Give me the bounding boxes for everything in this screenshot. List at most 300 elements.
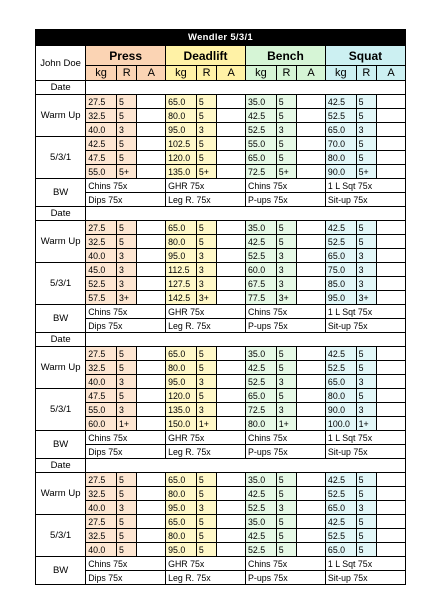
warmup-set-row bbox=[36, 249, 406, 263]
bench-reps: 3+ bbox=[276, 291, 296, 305]
press-weight: 40.0 bbox=[86, 543, 117, 557]
press-weight: 40.0 bbox=[86, 123, 117, 137]
deadlift-weight: 65.0 bbox=[166, 347, 197, 361]
date-label: Date bbox=[36, 81, 86, 95]
deadlift-accessory: Leg R. 75x bbox=[166, 193, 246, 207]
deadlift-actual-reps[interactable] bbox=[217, 277, 246, 291]
deadlift-weight: 135.0 bbox=[166, 403, 197, 417]
subheader-squat-kg: kg bbox=[325, 66, 356, 81]
warmup-set-row bbox=[36, 235, 406, 249]
bodyweight-row bbox=[36, 557, 406, 571]
deadlift-weight: 80.0 bbox=[166, 361, 197, 375]
subheader-squat-actual: A bbox=[377, 66, 406, 81]
bench-actual-reps[interactable] bbox=[297, 109, 326, 123]
deadlift-actual-reps[interactable] bbox=[217, 249, 246, 263]
bench-actual-reps[interactable] bbox=[297, 529, 326, 543]
main-set-row bbox=[36, 165, 406, 179]
bench-reps: 3 bbox=[276, 277, 296, 291]
press-weight: 32.5 bbox=[86, 529, 117, 543]
press-actual-reps[interactable] bbox=[137, 361, 166, 375]
press-weight: 60.0 bbox=[86, 417, 117, 431]
bench-reps: 5 bbox=[276, 473, 296, 487]
deadlift-actual-reps[interactable] bbox=[217, 151, 246, 165]
bench-weight: 42.5 bbox=[246, 529, 277, 543]
deadlift-actual-reps[interactable] bbox=[217, 361, 246, 375]
subheader-press-reps: R bbox=[116, 66, 136, 81]
main-set-row bbox=[36, 137, 406, 151]
squat-reps: 3+ bbox=[356, 291, 376, 305]
press-reps: 5+ bbox=[116, 165, 136, 179]
press-weight: 55.0 bbox=[86, 403, 117, 417]
warmup-set-row bbox=[36, 123, 406, 137]
deadlift-reps: 3 bbox=[196, 375, 216, 389]
press-actual-reps[interactable] bbox=[137, 137, 166, 151]
press-actual-reps[interactable] bbox=[137, 473, 166, 487]
bench-weight: 52.5 bbox=[246, 375, 277, 389]
deadlift-accessory: GHR 75x bbox=[166, 305, 246, 319]
bench-weight: 42.5 bbox=[246, 109, 277, 123]
squat-reps: 5 bbox=[356, 473, 376, 487]
bench-weight: 35.0 bbox=[246, 95, 277, 109]
deadlift-weight: 150.0 bbox=[166, 417, 197, 431]
press-reps: 5 bbox=[116, 95, 136, 109]
main-sets-label: 5/3/1 bbox=[36, 137, 86, 179]
squat-actual-reps[interactable] bbox=[377, 95, 406, 109]
squat-actual-reps[interactable] bbox=[377, 515, 406, 529]
squat-weight: 42.5 bbox=[325, 347, 356, 361]
press-weight: 27.5 bbox=[86, 221, 117, 235]
date-label: Date bbox=[36, 333, 86, 347]
squat-weight: 52.5 bbox=[325, 529, 356, 543]
deadlift-reps: 5 bbox=[196, 361, 216, 375]
warmup-set-row bbox=[36, 473, 406, 487]
press-actual-reps[interactable] bbox=[137, 95, 166, 109]
squat-actual-reps[interactable] bbox=[377, 235, 406, 249]
deadlift-weight: 95.0 bbox=[166, 123, 197, 137]
squat-actual-reps[interactable] bbox=[377, 473, 406, 487]
bench-reps: 5 bbox=[276, 529, 296, 543]
squat-weight: 80.0 bbox=[325, 389, 356, 403]
deadlift-weight: 80.0 bbox=[166, 487, 197, 501]
squat-reps: 5 bbox=[356, 221, 376, 235]
squat-reps: 5 bbox=[356, 109, 376, 123]
bench-actual-reps[interactable] bbox=[297, 291, 326, 305]
subheader-bench-kg: kg bbox=[246, 66, 277, 81]
press-actual-reps[interactable] bbox=[137, 249, 166, 263]
press-actual-reps[interactable] bbox=[137, 221, 166, 235]
press-reps: 5 bbox=[116, 151, 136, 165]
bench-actual-reps[interactable] bbox=[297, 375, 326, 389]
deadlift-accessory: Leg R. 75x bbox=[166, 571, 246, 585]
press-reps: 3 bbox=[116, 263, 136, 277]
press-weight: 32.5 bbox=[86, 361, 117, 375]
bench-actual-reps[interactable] bbox=[297, 403, 326, 417]
deadlift-weight: 65.0 bbox=[166, 95, 197, 109]
squat-actual-reps[interactable] bbox=[377, 137, 406, 151]
bench-actual-reps[interactable] bbox=[297, 165, 326, 179]
main-sets-label: 5/3/1 bbox=[36, 515, 86, 557]
deadlift-reps: 5 bbox=[196, 529, 216, 543]
squat-actual-reps[interactable] bbox=[377, 375, 406, 389]
press-actual-reps[interactable] bbox=[137, 151, 166, 165]
press-reps: 3 bbox=[116, 123, 136, 137]
squat-accessory: 1 L Sqt 75x bbox=[325, 179, 405, 193]
deadlift-actual-reps[interactable] bbox=[217, 543, 246, 557]
date-cell[interactable] bbox=[86, 333, 406, 347]
squat-weight: 42.5 bbox=[325, 473, 356, 487]
bench-reps: 5 bbox=[276, 95, 296, 109]
press-reps: 3 bbox=[116, 249, 136, 263]
squat-weight: 42.5 bbox=[325, 221, 356, 235]
bench-reps: 5 bbox=[276, 221, 296, 235]
squat-accessory: 1 L Sqt 75x bbox=[325, 431, 405, 445]
press-reps: 5 bbox=[116, 515, 136, 529]
squat-actual-reps[interactable] bbox=[377, 487, 406, 501]
deadlift-reps: 3 bbox=[196, 501, 216, 515]
bench-accessory: Chins 75x bbox=[246, 557, 326, 571]
press-accessory: Dips 75x bbox=[86, 445, 166, 459]
squat-weight: 42.5 bbox=[325, 515, 356, 529]
bench-reps: 5 bbox=[276, 109, 296, 123]
bench-actual-reps[interactable] bbox=[297, 515, 326, 529]
press-reps: 5 bbox=[116, 361, 136, 375]
press-actual-reps[interactable] bbox=[137, 263, 166, 277]
squat-reps: 5 bbox=[356, 235, 376, 249]
press-weight: 40.0 bbox=[86, 501, 117, 515]
squat-reps: 3 bbox=[356, 277, 376, 291]
squat-reps: 5 bbox=[356, 487, 376, 501]
bench-weight: 35.0 bbox=[246, 221, 277, 235]
deadlift-weight: 95.0 bbox=[166, 249, 197, 263]
bench-reps: 1+ bbox=[276, 417, 296, 431]
deadlift-weight: 65.0 bbox=[166, 515, 197, 529]
bench-weight: 55.0 bbox=[246, 137, 277, 151]
bench-reps: 5+ bbox=[276, 165, 296, 179]
squat-actual-reps[interactable] bbox=[377, 165, 406, 179]
deadlift-actual-reps[interactable] bbox=[217, 487, 246, 501]
press-actual-reps[interactable] bbox=[137, 543, 166, 557]
main-set-row bbox=[36, 263, 406, 277]
squat-reps: 5 bbox=[356, 515, 376, 529]
main-set-row bbox=[36, 291, 406, 305]
bench-actual-reps[interactable] bbox=[297, 501, 326, 515]
press-reps: 1+ bbox=[116, 417, 136, 431]
bodyweight-row bbox=[36, 319, 406, 333]
bench-actual-reps[interactable] bbox=[297, 221, 326, 235]
squat-actual-reps[interactable] bbox=[377, 123, 406, 137]
squat-actual-reps[interactable] bbox=[377, 347, 406, 361]
deadlift-accessory: Leg R. 75x bbox=[166, 445, 246, 459]
date-row bbox=[36, 333, 406, 347]
deadlift-actual-reps[interactable] bbox=[217, 291, 246, 305]
warmup-label: Warm Up bbox=[36, 95, 86, 137]
squat-weight: 90.0 bbox=[325, 165, 356, 179]
press-reps: 3 bbox=[116, 277, 136, 291]
warmup-label: Warm Up bbox=[36, 473, 86, 515]
deadlift-actual-reps[interactable] bbox=[217, 529, 246, 543]
warmup-set-row bbox=[36, 95, 406, 109]
deadlift-weight: 102.5 bbox=[166, 137, 197, 151]
bench-actual-reps[interactable] bbox=[297, 417, 326, 431]
press-actual-reps[interactable] bbox=[137, 123, 166, 137]
squat-weight: 52.5 bbox=[325, 487, 356, 501]
press-actual-reps[interactable] bbox=[137, 109, 166, 123]
subheader-press-actual: A bbox=[137, 66, 166, 81]
main-set-row bbox=[36, 389, 406, 403]
date-cell[interactable] bbox=[86, 81, 406, 95]
squat-actual-reps[interactable] bbox=[377, 361, 406, 375]
deadlift-weight: 65.0 bbox=[166, 473, 197, 487]
bench-actual-reps[interactable] bbox=[297, 347, 326, 361]
deadlift-actual-reps[interactable] bbox=[217, 375, 246, 389]
squat-actual-reps[interactable] bbox=[377, 249, 406, 263]
deadlift-reps: 3+ bbox=[196, 291, 216, 305]
press-actual-reps[interactable] bbox=[137, 529, 166, 543]
bench-actual-reps[interactable] bbox=[297, 487, 326, 501]
bench-actual-reps[interactable] bbox=[297, 263, 326, 277]
deadlift-weight: 80.0 bbox=[166, 529, 197, 543]
squat-reps: 5 bbox=[356, 95, 376, 109]
squat-actual-reps[interactable] bbox=[377, 501, 406, 515]
lift-header-press: Press bbox=[86, 46, 166, 66]
subheader-deadlift-actual: A bbox=[217, 66, 246, 81]
bench-accessory: P-ups 75x bbox=[246, 571, 326, 585]
deadlift-actual-reps[interactable] bbox=[217, 347, 246, 361]
deadlift-reps: 5 bbox=[196, 487, 216, 501]
press-actual-reps[interactable] bbox=[137, 487, 166, 501]
squat-actual-reps[interactable] bbox=[377, 221, 406, 235]
deadlift-weight: 142.5 bbox=[166, 291, 197, 305]
press-weight: 32.5 bbox=[86, 109, 117, 123]
press-actual-reps[interactable] bbox=[137, 389, 166, 403]
bench-actual-reps[interactable] bbox=[297, 95, 326, 109]
squat-accessory: 1 L Sqt 75x bbox=[325, 305, 405, 319]
bench-reps: 3 bbox=[276, 501, 296, 515]
press-weight: 52.5 bbox=[86, 277, 117, 291]
athlete-name: John Doe bbox=[36, 46, 86, 81]
press-reps: 5 bbox=[116, 221, 136, 235]
bench-actual-reps[interactable] bbox=[297, 389, 326, 403]
deadlift-reps: 5 bbox=[196, 515, 216, 529]
bench-accessory: P-ups 75x bbox=[246, 193, 326, 207]
press-weight: 40.0 bbox=[86, 249, 117, 263]
deadlift-weight: 112.5 bbox=[166, 263, 197, 277]
press-actual-reps[interactable] bbox=[137, 375, 166, 389]
squat-weight: 65.0 bbox=[325, 375, 356, 389]
bench-actual-reps[interactable] bbox=[297, 543, 326, 557]
deadlift-reps: 5 bbox=[196, 137, 216, 151]
bench-actual-reps[interactable] bbox=[297, 473, 326, 487]
deadlift-reps: 5 bbox=[196, 151, 216, 165]
subheader-deadlift-kg: kg bbox=[166, 66, 197, 81]
bench-weight: 52.5 bbox=[246, 123, 277, 137]
deadlift-weight: 95.0 bbox=[166, 543, 197, 557]
squat-reps: 3 bbox=[356, 249, 376, 263]
main-set-row bbox=[36, 403, 406, 417]
bench-weight: 35.0 bbox=[246, 515, 277, 529]
warmup-set-row bbox=[36, 501, 406, 515]
press-weight: 27.5 bbox=[86, 95, 117, 109]
subheader-bench-reps: R bbox=[276, 66, 296, 81]
press-weight: 32.5 bbox=[86, 235, 117, 249]
bodyweight-label: BW bbox=[36, 179, 86, 207]
bench-actual-reps[interactable] bbox=[297, 235, 326, 249]
subheader-row bbox=[36, 66, 406, 81]
press-accessory: Dips 75x bbox=[86, 193, 166, 207]
squat-reps: 3 bbox=[356, 263, 376, 277]
bench-actual-reps[interactable] bbox=[297, 137, 326, 151]
date-row bbox=[36, 459, 406, 473]
squat-weight: 100.0 bbox=[325, 417, 356, 431]
squat-reps: 5 bbox=[356, 137, 376, 151]
main-set-row bbox=[36, 543, 406, 557]
squat-actual-reps[interactable] bbox=[377, 389, 406, 403]
deadlift-actual-reps[interactable] bbox=[217, 123, 246, 137]
press-reps: 3+ bbox=[116, 291, 136, 305]
bench-weight: 42.5 bbox=[246, 487, 277, 501]
press-reps: 5 bbox=[116, 389, 136, 403]
bench-weight: 67.5 bbox=[246, 277, 277, 291]
squat-actual-reps[interactable] bbox=[377, 529, 406, 543]
main-set-row bbox=[36, 417, 406, 431]
bodyweight-row bbox=[36, 179, 406, 193]
bench-reps: 5 bbox=[276, 151, 296, 165]
date-cell[interactable] bbox=[86, 459, 406, 473]
main-sets-label: 5/3/1 bbox=[36, 263, 86, 305]
deadlift-actual-reps[interactable] bbox=[217, 515, 246, 529]
squat-actual-reps[interactable] bbox=[377, 263, 406, 277]
warmup-set-row bbox=[36, 487, 406, 501]
bodyweight-row bbox=[36, 571, 406, 585]
bodyweight-row bbox=[36, 431, 406, 445]
squat-reps: 3 bbox=[356, 501, 376, 515]
lift-header-deadlift: Deadlift bbox=[166, 46, 246, 66]
press-weight: 57.5 bbox=[86, 291, 117, 305]
press-actual-reps[interactable] bbox=[137, 515, 166, 529]
deadlift-weight: 127.5 bbox=[166, 277, 197, 291]
deadlift-actual-reps[interactable] bbox=[217, 235, 246, 249]
bench-actual-reps[interactable] bbox=[297, 151, 326, 165]
deadlift-actual-reps[interactable] bbox=[217, 95, 246, 109]
press-weight: 42.5 bbox=[86, 137, 117, 151]
press-reps: 3 bbox=[116, 501, 136, 515]
deadlift-weight: 65.0 bbox=[166, 221, 197, 235]
bench-actual-reps[interactable] bbox=[297, 249, 326, 263]
deadlift-actual-reps[interactable] bbox=[217, 417, 246, 431]
main-set-row bbox=[36, 529, 406, 543]
bench-weight: 72.5 bbox=[246, 165, 277, 179]
press-actual-reps[interactable] bbox=[137, 417, 166, 431]
bench-reps: 5 bbox=[276, 389, 296, 403]
deadlift-weight: 95.0 bbox=[166, 501, 197, 515]
press-actual-reps[interactable] bbox=[137, 291, 166, 305]
warmup-set-row bbox=[36, 109, 406, 123]
deadlift-reps: 1+ bbox=[196, 417, 216, 431]
deadlift-actual-reps[interactable] bbox=[217, 473, 246, 487]
press-reps: 5 bbox=[116, 109, 136, 123]
bodyweight-label: BW bbox=[36, 305, 86, 333]
squat-accessory: Sit-up 75x bbox=[325, 571, 405, 585]
deadlift-reps: 5 bbox=[196, 389, 216, 403]
squat-accessory: Sit-up 75x bbox=[325, 319, 405, 333]
deadlift-actual-reps[interactable] bbox=[217, 389, 246, 403]
date-row bbox=[36, 81, 406, 95]
deadlift-weight: 80.0 bbox=[166, 235, 197, 249]
squat-actual-reps[interactable] bbox=[377, 417, 406, 431]
squat-actual-reps[interactable] bbox=[377, 291, 406, 305]
press-actual-reps[interactable] bbox=[137, 501, 166, 515]
press-actual-reps[interactable] bbox=[137, 347, 166, 361]
bench-weight: 65.0 bbox=[246, 389, 277, 403]
bench-reps: 5 bbox=[276, 515, 296, 529]
deadlift-actual-reps[interactable] bbox=[217, 221, 246, 235]
press-weight: 40.0 bbox=[86, 375, 117, 389]
warmup-label: Warm Up bbox=[36, 221, 86, 263]
deadlift-actual-reps[interactable] bbox=[217, 501, 246, 515]
bench-weight: 77.5 bbox=[246, 291, 277, 305]
deadlift-reps: 3 bbox=[196, 263, 216, 277]
press-weight: 27.5 bbox=[86, 473, 117, 487]
deadlift-actual-reps[interactable] bbox=[217, 263, 246, 277]
date-cell[interactable] bbox=[86, 207, 406, 221]
deadlift-weight: 120.0 bbox=[166, 151, 197, 165]
deadlift-actual-reps[interactable] bbox=[217, 109, 246, 123]
bench-actual-reps[interactable] bbox=[297, 277, 326, 291]
deadlift-weight: 95.0 bbox=[166, 375, 197, 389]
deadlift-accessory: GHR 75x bbox=[166, 557, 246, 571]
press-weight: 32.5 bbox=[86, 487, 117, 501]
deadlift-actual-reps[interactable] bbox=[217, 165, 246, 179]
press-accessory: Chins 75x bbox=[86, 179, 166, 193]
press-actual-reps[interactable] bbox=[137, 277, 166, 291]
squat-actual-reps[interactable] bbox=[377, 109, 406, 123]
press-actual-reps[interactable] bbox=[137, 165, 166, 179]
bench-reps: 5 bbox=[276, 361, 296, 375]
squat-actual-reps[interactable] bbox=[377, 277, 406, 291]
warmup-set-row bbox=[36, 375, 406, 389]
squat-actual-reps[interactable] bbox=[377, 403, 406, 417]
press-actual-reps[interactable] bbox=[137, 235, 166, 249]
press-actual-reps[interactable] bbox=[137, 403, 166, 417]
squat-actual-reps[interactable] bbox=[377, 543, 406, 557]
date-label: Date bbox=[36, 459, 86, 473]
deadlift-weight: 120.0 bbox=[166, 389, 197, 403]
bench-weight: 60.0 bbox=[246, 263, 277, 277]
bench-reps: 5 bbox=[276, 235, 296, 249]
deadlift-reps: 5 bbox=[196, 543, 216, 557]
bench-weight: 35.0 bbox=[246, 473, 277, 487]
deadlift-actual-reps[interactable] bbox=[217, 403, 246, 417]
bench-actual-reps[interactable] bbox=[297, 361, 326, 375]
squat-reps: 5 bbox=[356, 347, 376, 361]
bench-weight: 80.0 bbox=[246, 417, 277, 431]
deadlift-accessory: Leg R. 75x bbox=[166, 319, 246, 333]
bench-accessory: Chins 75x bbox=[246, 431, 326, 445]
press-reps: 5 bbox=[116, 473, 136, 487]
deadlift-actual-reps[interactable] bbox=[217, 137, 246, 151]
subheader-deadlift-reps: R bbox=[196, 66, 216, 81]
squat-weight: 65.0 bbox=[325, 123, 356, 137]
bench-actual-reps[interactable] bbox=[297, 123, 326, 137]
deadlift-reps: 5 bbox=[196, 235, 216, 249]
squat-accessory: 1 L Sqt 75x bbox=[325, 557, 405, 571]
squat-actual-reps[interactable] bbox=[377, 151, 406, 165]
lift-header-bench: Bench bbox=[246, 46, 326, 66]
squat-weight: 52.5 bbox=[325, 235, 356, 249]
bench-reps: 5 bbox=[276, 543, 296, 557]
press-reps: 5 bbox=[116, 487, 136, 501]
squat-reps: 3 bbox=[356, 403, 376, 417]
